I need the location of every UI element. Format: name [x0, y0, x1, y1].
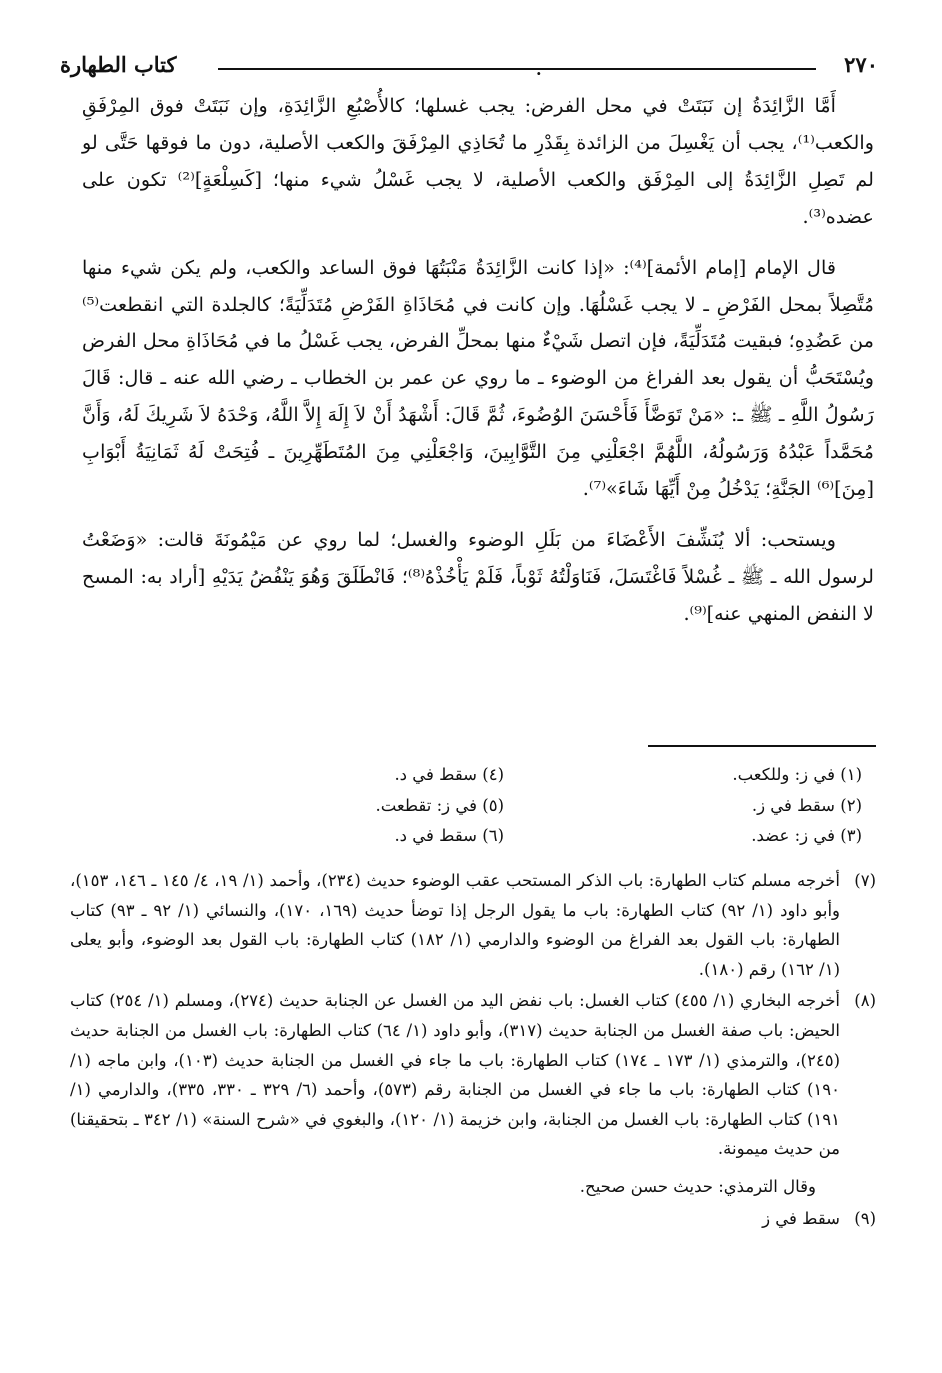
footnote-separator — [648, 745, 876, 747]
footnotes-right-column — [562, 760, 862, 852]
footnote-text: سقط في ز — [762, 1208, 840, 1228]
footnote-number: (٩) — [854, 1208, 876, 1228]
footnote-1: (١) في ز: وللكعب. — [732, 765, 862, 784]
main-text — [82, 88, 874, 633]
footnote-number: (٨) — [854, 991, 876, 1011]
footnote-5: (٥) في ز: تقطعت. — [375, 795, 504, 815]
footnote-9 — [70, 1204, 876, 1234]
footnote-8 — [70, 986, 876, 1201]
footnote-note: وقال الترمذي: حديث حسن صحيح. — [579, 1176, 816, 1196]
paragraph-3: ويستحب: ألا يُنَشِّفَ الأَعْضَاءَ من بَلَلِ الوضوء والغسل؛ لما روي عن مَيْمُونَةَ قالت: «وَضَعْتُ لرسول الله ـ ﷺ ـ غُسْلاً فَاغْتَسَلَ، فَنَاوَلْتُهُ ثَوْباً، فَلَمْ يَأْخُذْهُ⁽⁸⁾؛ فَانْطَلَقَ وَهُوَ يَنْفُضُ يَدَيْهِ [أراد به: المسح لا النفض المنهي عنه]⁽⁹⁾. — [82, 527, 874, 625]
footnote-4: (٤) سقط في د. — [394, 765, 504, 784]
footnote-number: (٧) — [854, 871, 876, 890]
footnotes-long — [70, 866, 876, 1233]
page-header — [60, 48, 878, 82]
footnotes-left-column — [204, 760, 504, 852]
footnote-6: (٦) سقط في د. — [394, 826, 504, 845]
page-number: ٢٧٠ — [844, 52, 878, 77]
paragraph-1: أَمَّا الزَّائِدَةُ إن نَبَتَتْ في محل الفرض: يجب غسلها؛ كالأُصْبُعِ الزَّائِدَةِ، وإن نَبَتَتْ فوق المِرْفَقِ والكعب⁽¹⁾، يجب أن يَغْسِلَ من الزائدة بِقَدْرِ ما تُحَاذِي المِرْفَقَ والكعب الأصلية، دون ما فوقها حَتَّى لو لم تَصِلِ الزَّائِدَةُ إلى المِرْفَق والكعب الأصلية، لا يجب غَسْلُ شيء منها؛ [كَسِلْعَةٍ]⁽²⁾ تكون على عضده⁽³⁾. — [82, 94, 874, 228]
header-rule — [218, 68, 816, 70]
footnote-text: أخرجه البخاري (١/ ٤٥٥) كتاب الغسل: باب نفض اليد من الغسل عن الجنابة حديث (٢٧٤)، ومسلم (١/ ٢٥٤) كتاب الحيض: باب صفة الغسل من الجنابة حديث (٣١٧)، وأبو داود (١/ ٦٤) كتاب الطهارة: باب الغسل من الجنابة حديث (٢٤٥)، والترمذي (١/ ١٧٣ ـ ١٧٤) كتاب الطهارة: باب ما جاء في الغسل من الجنابة حديث (١٠٣)، وابن ماجه (١/ ١٩٠) كتاب الطهارة: باب ما جاء في الغسل من الجنابة رقم (٥٧٣)، وأحمد (٦/ ٣٢٩ ـ ٣٣٠، ٣٣٥)، والدارمي (١/ ١٩١) كتاب الطهارة: باب الغسل من الجنابة، وابن خزيمة (١/ ١٢٠)، والبغوي في «شرح السنة» (١/ ٣٤٢ ـ بتحقيقنا) من حديث ميمونة. — [70, 991, 841, 1159]
footnote-3: (٣) في ز: عضد. — [751, 826, 862, 845]
paragraph-2: قال الإمام [إمام الأئمة]⁽⁴⁾: «إذا كانت الزَّائِدَةُ مَنْبَتُهَا فوق الساعد والكعب، ولم يكن شيء منها مُتَّصِلاً بمحل الفَرْضِ ـ لا يجب غَسْلُهَا. وإن كانت في مُحَاذَاةِ الفَرْضِ مُتَدَلِّيَةً؛ كالجلدة التي انقطعت⁽⁵⁾ من عَضُدِهِ؛ فبقيت مُتَدَلِّيَةً، فإن اتصل شَيْءٌ منها بمحلِّ الفرض، يجب غَسْلُ ما في مُحَاذَاةِ محل الفرض ويُسْتَحَبُّ أن يقول بعد الفراغ من الوضوء ـ ما روي عن عمر بن الخطاب ـ رضي الله عنه ـ قال: قَالَ رَسُولُ اللَّهِ ـ ﷺ ـ: «مَنْ تَوَضَّأَ فَأَحْسَنَ الوُضُوءَ، ثُمَّ قَالَ: أَشْهَدُ أَنْ لاَ إِلَهَ إِلاَّ اللَّهُ، وَحْدَهُ لاَ شَرِيكَ لَهُ، وَأَنَّ مُحَمَّداً عَبْدُهُ وَرَسُولُهُ، اللَّهُمَّ اجْعَلْنِي مِنَ التَّوَّابِينَ، وَاجْعَلْنِي مِنَ المُتَطَهِّرِينَ ـ فُتِحَتْ لَهُ ثَمَانِيَةُ أَبْوَابِ [مِنَ]⁽⁶⁾ الجَنَّةِ؛ يَدْخُلُ مِنْ أَيِّهَا شَاءَ»⁽⁷⁾. — [82, 255, 874, 501]
footnote-text: أخرجه مسلم كتاب الطهارة: باب الذكر المستحب عقب الوضوء حديث (٢٣٤)، وأحمد (١/ ١٩، ٤/ ١٤٥ ـ ١٤٦، ١٥٣)، وأبو داود (١/ ٩٢) كتاب الطهارة: باب ما يقول الرجل إذا توضأ حديث (١٦٩، ١٧٠)، والنسائي (١/ ٩٢ ـ ٩٣) كتاب الطهارة: باب القول بعد الفراغ من الوضوء والدارمي (١/ ١٨٢) كتاب الطهارة: باب القول بعد الوضوء، وأبو يعلى (١/ ١٦٢) رقم (١٨٠). — [70, 871, 841, 979]
header-separator: . — [536, 60, 542, 79]
running-title: كتاب الطهارة — [60, 52, 177, 77]
footnote-2: (٢) سقط في ز. — [751, 795, 862, 815]
footnote-7 — [70, 866, 876, 984]
